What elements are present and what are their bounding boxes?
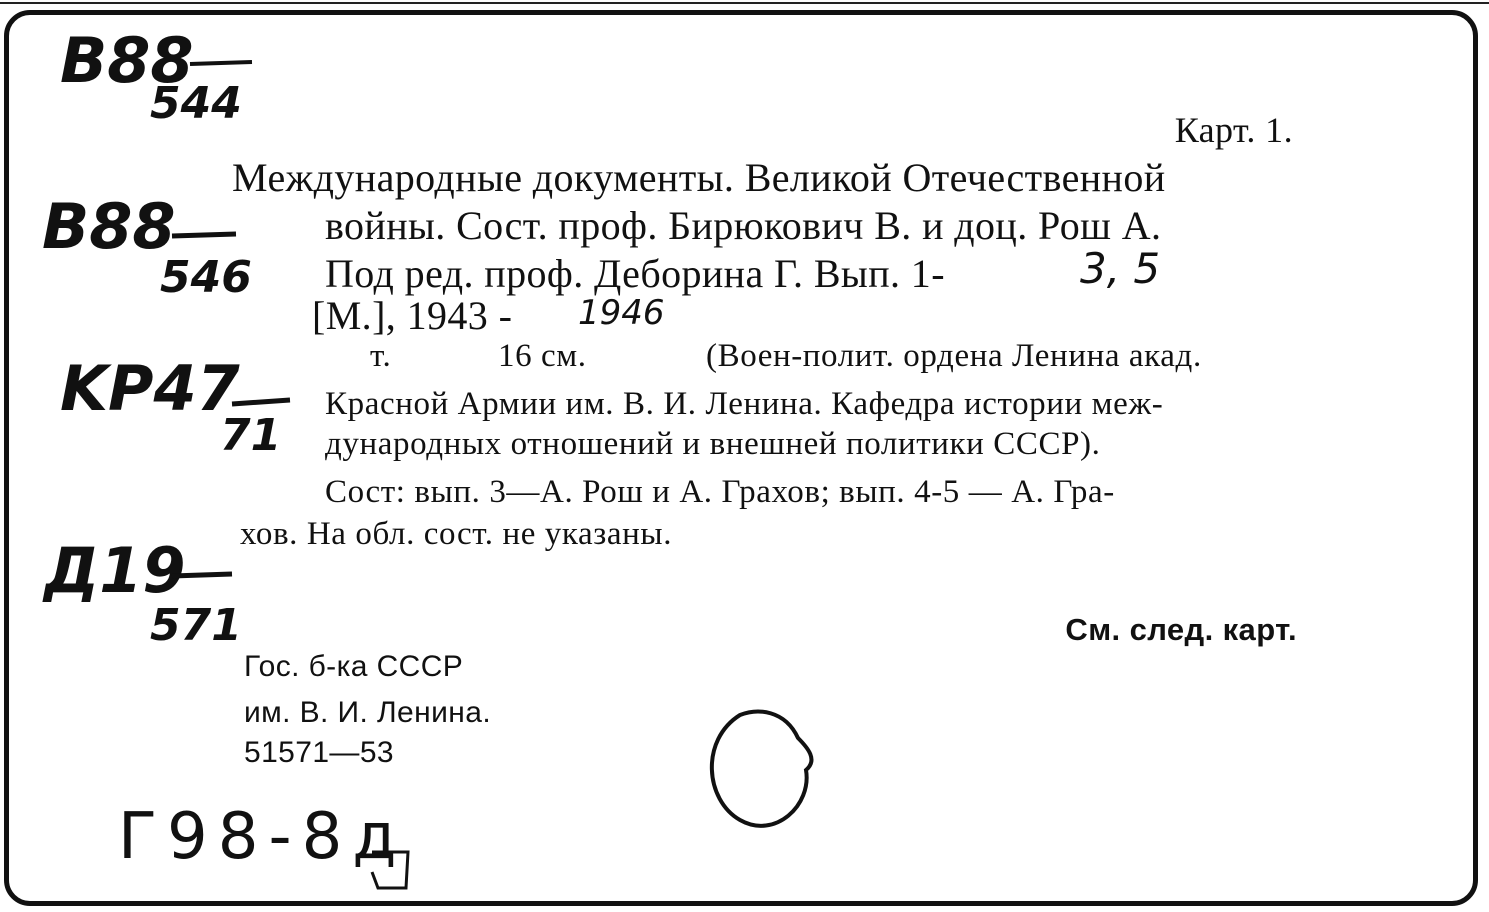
shelfmark-4-dash xyxy=(172,574,232,576)
note-line-1: Сост: вып. 3—А. Рош и А. Грахов; вып. 4-5 — А. Гра- xyxy=(325,474,1115,510)
card-number: Карт. 1. xyxy=(1174,110,1293,150)
title-line-4-handwritten: 1946 xyxy=(578,293,665,333)
note-line-2: хов. На обл. сост. не указаны. xyxy=(240,516,673,552)
desc-line-2: Красной Армии им. В. И. Ленина. Кафедра истории меж- xyxy=(325,386,1164,422)
shelfmark-2-dash xyxy=(172,234,236,236)
shelfmark-1-dash xyxy=(190,62,252,64)
library-line-2: им. В. И. Ленина. xyxy=(244,696,492,729)
desc-volumes: т. xyxy=(370,338,392,374)
desc-publisher: (Воен-полит. ордена Ленина акад. xyxy=(706,338,1202,374)
title-line-2: войны. Сост. проф. Бирюкович В. и доц. Рош А. xyxy=(325,203,1162,248)
shelfmark-3-dash xyxy=(232,400,290,404)
shelfmark-2-number: B88 xyxy=(42,190,176,263)
desc-line-3: дународных отношений и внешней политики СССР). xyxy=(325,426,1101,462)
bottom-handwritten-code: Г98-8д xyxy=(118,800,407,874)
next-card-note: См. след. карт. xyxy=(1065,612,1297,647)
desc-size: 16 см. xyxy=(498,338,587,374)
library-line-3: 51571—53 xyxy=(244,736,394,769)
title-line-3: Под ред. проф. Деборина Г. Вып. 1- xyxy=(325,251,945,296)
title-line-4: [М.], 1943 - xyxy=(312,293,513,338)
shelfmark-1-number: B88 xyxy=(60,24,194,97)
shelfmark-3-number: KP47 xyxy=(60,352,240,425)
title-line-1: Международные документы. Великой Отечественной xyxy=(232,155,1166,200)
circle-stamp xyxy=(712,712,812,826)
library-line-1: Гос. б-ка СССР xyxy=(244,650,464,683)
shelfmark-3-sub: 71 xyxy=(220,410,282,461)
shelfmark-4-number: Д19 xyxy=(44,534,186,607)
shelfmark-4-sub: 571 xyxy=(150,600,242,651)
shelfmark-1-sub: 544 xyxy=(150,78,242,129)
title-line-3-handwritten: 3, 5 xyxy=(1080,244,1161,293)
shelfmark-2-sub: 546 xyxy=(160,252,252,303)
